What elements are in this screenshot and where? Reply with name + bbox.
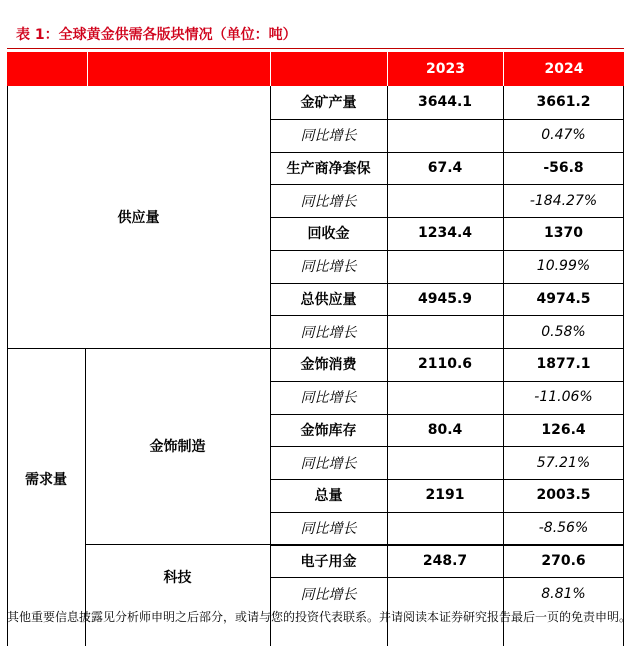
value-2023-yoy — [387, 315, 503, 348]
row-label: 生产商净套保 — [286, 160, 371, 177]
value-2023-yoy — [387, 184, 503, 217]
value-2024-yoy: 57.21% — [536, 454, 591, 471]
grid-hline — [270, 152, 624, 153]
value-2024-yoy: 8.81% — [541, 585, 586, 602]
value-2024: 1370 — [544, 225, 583, 242]
grid-vline — [7, 86, 8, 646]
value-2023-yoy — [387, 512, 503, 545]
row-label-yoy: 同比增长 — [300, 390, 357, 407]
value-2023: 3644.1 — [417, 94, 473, 111]
grid-hline — [270, 414, 624, 415]
row-label: 总供应量 — [300, 291, 357, 308]
value-2024: 4974.5 — [536, 290, 591, 307]
row-label-yoy: 同比增长 — [300, 586, 357, 603]
value-2024: 126.4 — [541, 421, 586, 438]
header-blank-3 — [270, 52, 387, 86]
header-2023: 2023 — [387, 52, 503, 86]
grid-vline — [270, 86, 271, 646]
grid-vline — [503, 86, 504, 646]
value-2023: 80.4 — [427, 421, 463, 438]
grid-vline — [623, 86, 624, 646]
gold-supply-demand-table — [7, 52, 624, 628]
grid-hline — [270, 217, 624, 218]
value-2023-yoy — [387, 381, 503, 414]
grid-hline — [270, 446, 624, 447]
grid-hline — [270, 283, 624, 284]
value-2023-yoy — [387, 250, 503, 283]
value-2023-yoy — [387, 577, 503, 610]
header-blank-1 — [7, 52, 87, 86]
value-2024-yoy: 10.99% — [536, 258, 591, 275]
row-label-yoy: 同比增长 — [300, 193, 357, 210]
grid-hline — [270, 119, 624, 120]
value-2024-yoy: 0.58% — [541, 323, 586, 340]
row-label-yoy: 同比增长 — [300, 521, 357, 538]
row-label-yoy: 同比增长 — [300, 455, 357, 472]
table-title: 表 1：全球黄金供需各版块情况（单位：吨） — [16, 27, 297, 43]
value-2024-yoy: -11.06% — [534, 389, 593, 406]
grid-hline — [7, 348, 624, 349]
value-2024-yoy: -8.56% — [538, 520, 589, 537]
disclaimer-footer: 其他重要信息披露见分析师申明之后部分，或请与您的投资代表联系。并请阅读本证券研究报告最后一页的免责申明。 — [7, 610, 631, 624]
header-2024: 2024 — [503, 52, 624, 86]
value-2024: 270.6 — [541, 552, 586, 569]
grid-hline — [270, 381, 624, 382]
grid-hline — [270, 250, 624, 251]
grid-hline — [270, 512, 624, 513]
title-rule — [7, 48, 624, 49]
grid-vline — [387, 86, 388, 646]
group-tech: 科技 — [163, 570, 192, 586]
grid-hline — [270, 577, 624, 578]
value-2023: 248.7 — [422, 552, 468, 569]
value-2023: 1234.4 — [417, 225, 473, 242]
value-2024-yoy: -184.27% — [529, 192, 598, 209]
header-blank-2 — [87, 52, 270, 86]
row-label-yoy: 同比增长 — [300, 259, 357, 276]
value-2024: 1877.1 — [536, 356, 591, 373]
value-2023-yoy — [387, 119, 503, 152]
group-demand: 需求量 — [25, 472, 67, 488]
row-label: 金饰库存 — [300, 422, 357, 439]
value-2023: 2110.6 — [417, 356, 473, 373]
row-label: 金饰消费 — [300, 357, 357, 374]
row-label: 总量 — [314, 488, 343, 505]
value-2024: 2003.5 — [536, 487, 591, 504]
row-label-yoy: 同比增长 — [300, 128, 357, 145]
value-2024: 3661.2 — [536, 94, 591, 111]
grid-vline — [85, 348, 86, 646]
grid-hline — [85, 544, 624, 545]
grid-hline — [270, 479, 624, 480]
grid-hline — [270, 315, 624, 316]
value-2023-yoy — [387, 446, 503, 479]
value-2023: 4945.9 — [417, 290, 473, 307]
row-label: 金矿产量 — [300, 95, 357, 112]
grid-hline — [270, 184, 624, 185]
group-jewelry: 金饰制造 — [149, 439, 206, 455]
row-label: 回收金 — [307, 226, 350, 243]
value-2023: 67.4 — [427, 159, 463, 176]
value-2023: 2191 — [425, 487, 465, 504]
value-2024-yoy: 0.47% — [541, 127, 586, 144]
row-label-yoy: 同比增长 — [300, 324, 357, 341]
row-label: 电子用金 — [300, 553, 357, 570]
value-2024: -56.8 — [543, 159, 584, 176]
group-supply: 供应量 — [117, 210, 160, 226]
grid-hline — [270, 545, 624, 546]
